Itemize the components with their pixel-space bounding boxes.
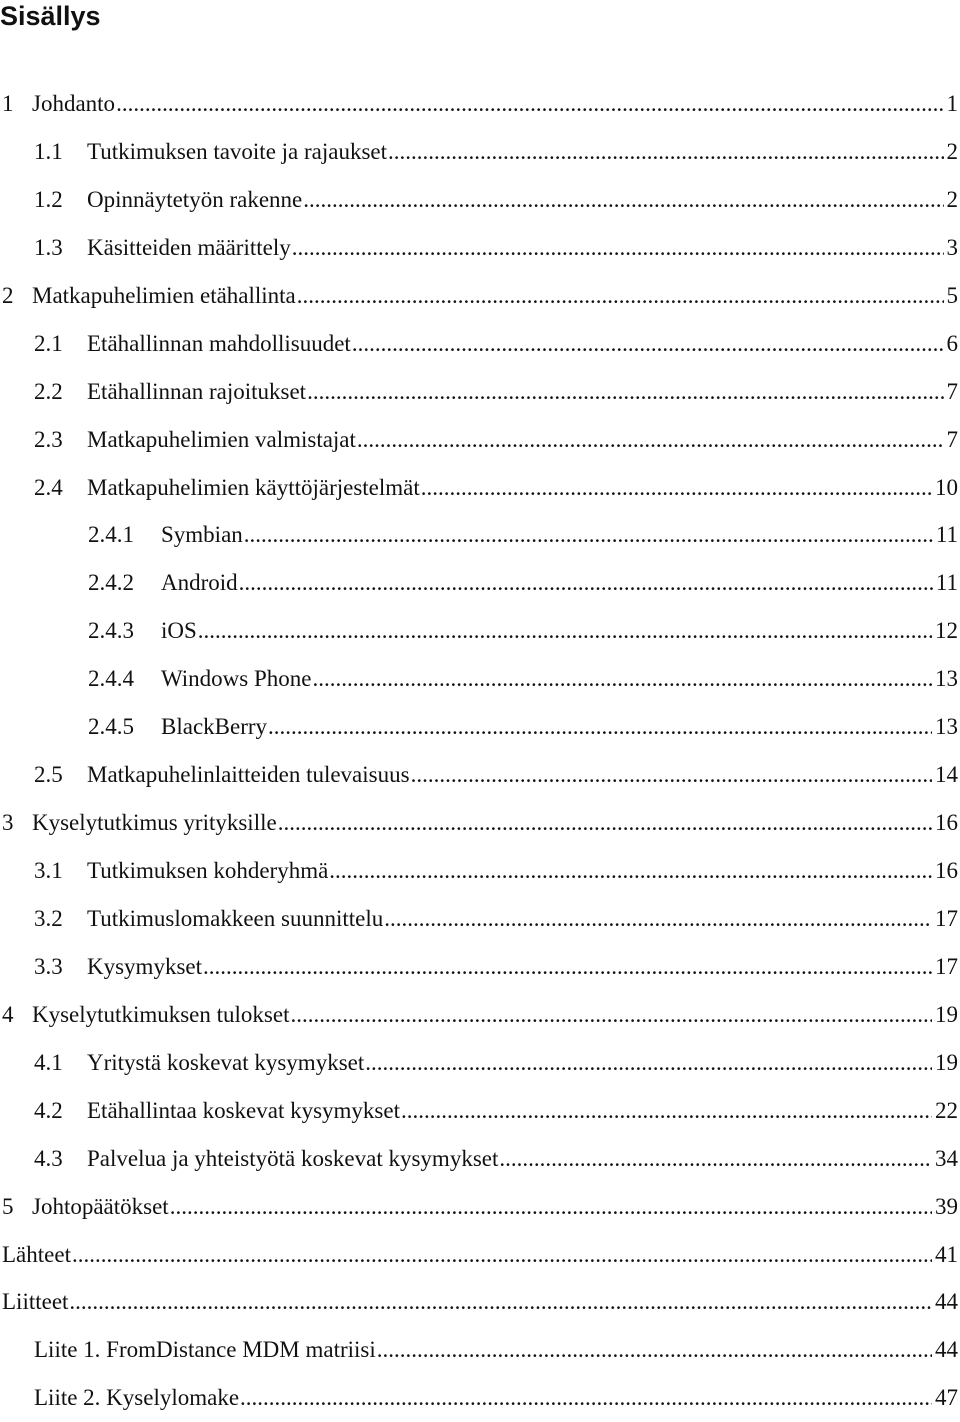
toc-entry[interactable] — [0, 751, 960, 799]
toc-entry-title: Tutkimuksen kohderyhmä — [87, 847, 328, 895]
toc-entry-title: Lähteet — [2, 1231, 71, 1279]
toc-entry-title: Windows Phone — [161, 655, 312, 703]
toc-entry-number: 1.3 — [34, 224, 87, 272]
toc-entry[interactable] — [0, 416, 960, 464]
toc-entry-page: 3 — [947, 224, 960, 272]
toc-entry-number: 3.2 — [34, 895, 87, 943]
toc-entry-page: 11 — [936, 559, 960, 607]
toc-entry[interactable] — [0, 1278, 960, 1326]
toc-entry[interactable] — [0, 703, 960, 751]
toc-entry[interactable] — [0, 991, 960, 1039]
toc-entry[interactable] — [0, 607, 960, 655]
toc-entry[interactable] — [0, 320, 960, 368]
toc-entry[interactable] — [0, 1326, 960, 1374]
toc-entry-page: 39 — [935, 1183, 960, 1231]
toc-entry-number: 2.1 — [34, 320, 87, 368]
toc-entry-page: 10 — [935, 464, 960, 512]
toc-entry[interactable] — [0, 272, 960, 320]
toc-entry-page: 17 — [935, 895, 960, 943]
toc-entry-number: 3.1 — [34, 847, 87, 895]
toc-entry-title: Opinnäytetyön rakenne — [87, 176, 302, 224]
toc-entry-number: 1.2 — [34, 176, 87, 224]
toc-entry-page: 2 — [947, 176, 960, 224]
toc-entry-number: 2.4.3 — [88, 607, 161, 655]
toc-dot-leader — [239, 559, 933, 607]
toc-entry-number: 2.4.5 — [88, 703, 161, 751]
toc-entry[interactable] — [0, 943, 960, 991]
toc-entry-number: 2.4.2 — [88, 559, 161, 607]
toc-entry-title: Johtopäätökset — [32, 1183, 169, 1231]
page-title: Sisällys — [0, 0, 101, 34]
toc-entry-page: 34 — [935, 1135, 960, 1183]
toc-entry-page: 13 — [935, 655, 960, 703]
toc-entry-title: Tutkimuksen tavoite ja rajaukset — [87, 128, 387, 176]
table-of-contents — [0, 80, 960, 1422]
toc-dot-leader — [292, 224, 944, 272]
toc-entry[interactable] — [0, 1183, 960, 1231]
toc-dot-leader — [240, 1374, 932, 1422]
toc-entry-title: BlackBerry — [161, 703, 267, 751]
toc-entry-title: Matkapuhelimien valmistajat — [87, 416, 356, 464]
toc-dot-leader — [297, 272, 944, 320]
toc-entry[interactable] — [0, 1039, 960, 1087]
toc-entry-page: 41 — [935, 1231, 960, 1279]
toc-entry-number: 1.1 — [34, 128, 87, 176]
toc-entry[interactable] — [0, 176, 960, 224]
toc-entry-title: Palvelua ja yhteistyötä koskevat kysymykset — [87, 1135, 498, 1183]
toc-entry-number: 4.1 — [34, 1039, 87, 1087]
toc-entry[interactable] — [0, 895, 960, 943]
toc-dot-leader — [170, 1183, 932, 1231]
toc-entry-number: 4.2 — [34, 1087, 87, 1135]
toc-entry[interactable] — [0, 128, 960, 176]
toc-entry-number: 4 — [2, 991, 32, 1039]
toc-dot-leader — [278, 799, 932, 847]
toc-entry-title: Kysymykset — [87, 943, 202, 991]
toc-entry-page: 7 — [947, 416, 960, 464]
toc-entry-title: Johdanto — [32, 80, 115, 128]
toc-entry-page: 14 — [935, 751, 960, 799]
toc-dot-leader — [72, 1231, 932, 1279]
toc-dot-leader — [411, 751, 932, 799]
toc-entry[interactable] — [0, 464, 960, 512]
toc-entry-page: 13 — [935, 703, 960, 751]
toc-entry-title: Etähallinnan rajoitukset — [87, 368, 306, 416]
toc-entry[interactable] — [0, 1135, 960, 1183]
toc-entry-number: 1 — [2, 80, 32, 128]
toc-entry[interactable] — [0, 847, 960, 895]
toc-entry-title: Etähallintaa koskevat kysymykset — [87, 1087, 400, 1135]
toc-dot-leader — [244, 511, 933, 559]
toc-entry-title: Kyselytutkimus yrityksille — [32, 799, 277, 847]
toc-entry-number: 3.3 — [34, 943, 87, 991]
toc-dot-leader — [499, 1135, 932, 1183]
toc-entry-number: 2.4.4 — [88, 655, 161, 703]
toc-entry-title: Etähallinnan mahdollisuudet — [87, 320, 351, 368]
toc-dot-leader — [357, 416, 944, 464]
toc-dot-leader — [384, 895, 932, 943]
toc-entry-page: 7 — [947, 368, 960, 416]
toc-entry-title: Android — [161, 559, 238, 607]
toc-dot-leader — [69, 1278, 932, 1326]
toc-entry[interactable] — [0, 511, 960, 559]
toc-entry-page: 19 — [935, 1039, 960, 1087]
toc-entry-page: 17 — [935, 943, 960, 991]
toc-dot-leader — [329, 847, 932, 895]
toc-entry-number: 2.4 — [34, 464, 87, 512]
toc-entry[interactable] — [0, 368, 960, 416]
toc-dot-leader — [303, 176, 943, 224]
toc-entry-number: 3 — [2, 799, 32, 847]
toc-dot-leader — [388, 128, 943, 176]
toc-entry-page: 19 — [935, 991, 960, 1039]
toc-dot-leader — [421, 464, 932, 512]
toc-entry-number: 5 — [2, 1183, 32, 1231]
toc-entry-title: Tutkimuslomakkeen suunnittelu — [87, 895, 383, 943]
toc-entry-title: Matkapuhelimien käyttöjärjestelmät — [87, 464, 420, 512]
toc-entry-title: Liite 2. Kyselylomake — [34, 1374, 239, 1422]
toc-entry-number: 2.4.1 — [88, 511, 161, 559]
toc-entry-page: 44 — [935, 1326, 960, 1374]
toc-entry[interactable] — [0, 80, 960, 128]
toc-dot-leader — [352, 320, 944, 368]
toc-entry-number: 2.3 — [34, 416, 87, 464]
toc-entry-title: Symbian — [161, 511, 243, 559]
toc-entry-title: Yritystä koskevat kysymykset — [87, 1039, 364, 1087]
toc-entry-page: 12 — [935, 607, 960, 655]
toc-dot-leader — [268, 703, 932, 751]
toc-dot-leader — [203, 943, 932, 991]
toc-entry-page: 11 — [936, 511, 960, 559]
toc-entry[interactable] — [0, 799, 960, 847]
toc-dot-leader — [377, 1326, 932, 1374]
toc-entry-page: 22 — [935, 1087, 960, 1135]
toc-entry-title: Liite 1. FromDistance MDM matriisi — [34, 1326, 376, 1374]
toc-entry-page: 47 — [935, 1374, 960, 1422]
toc-entry[interactable] — [0, 1374, 960, 1422]
toc-entry-title: Matkapuhelinlaitteiden tulevaisuus — [87, 751, 410, 799]
toc-entry[interactable] — [0, 224, 960, 272]
toc-entry-page: 1 — [947, 80, 960, 128]
toc-entry-title: Käsitteiden määrittely — [87, 224, 291, 272]
toc-dot-leader — [198, 607, 932, 655]
toc-entry-page: 16 — [935, 847, 960, 895]
toc-entry-title: iOS — [161, 607, 197, 655]
toc-entry-number: 2.2 — [34, 368, 87, 416]
toc-entry[interactable] — [0, 1231, 960, 1279]
toc-entry-number: 4.3 — [34, 1135, 87, 1183]
toc-entry[interactable] — [0, 655, 960, 703]
toc-entry-title: Liitteet — [2, 1278, 68, 1326]
toc-dot-leader — [116, 80, 943, 128]
toc-entry[interactable] — [0, 559, 960, 607]
toc-dot-leader — [401, 1087, 932, 1135]
toc-entry-page: 5 — [947, 272, 960, 320]
toc-dot-leader — [313, 655, 933, 703]
toc-dot-leader — [307, 368, 943, 416]
toc-entry-page: 6 — [947, 320, 960, 368]
toc-entry-number: 2 — [2, 272, 32, 320]
toc-entry-page: 2 — [947, 128, 960, 176]
toc-entry-title: Kyselytutkimuksen tulokset — [32, 991, 289, 1039]
toc-entry-number: 2.5 — [34, 751, 87, 799]
toc-entry-page: 16 — [935, 799, 960, 847]
toc-dot-leader — [290, 991, 932, 1039]
toc-dot-leader — [365, 1039, 932, 1087]
toc-entry-title: Matkapuhelimien etähallinta — [32, 272, 296, 320]
toc-entry-page: 44 — [935, 1278, 960, 1326]
toc-entry[interactable] — [0, 1087, 960, 1135]
